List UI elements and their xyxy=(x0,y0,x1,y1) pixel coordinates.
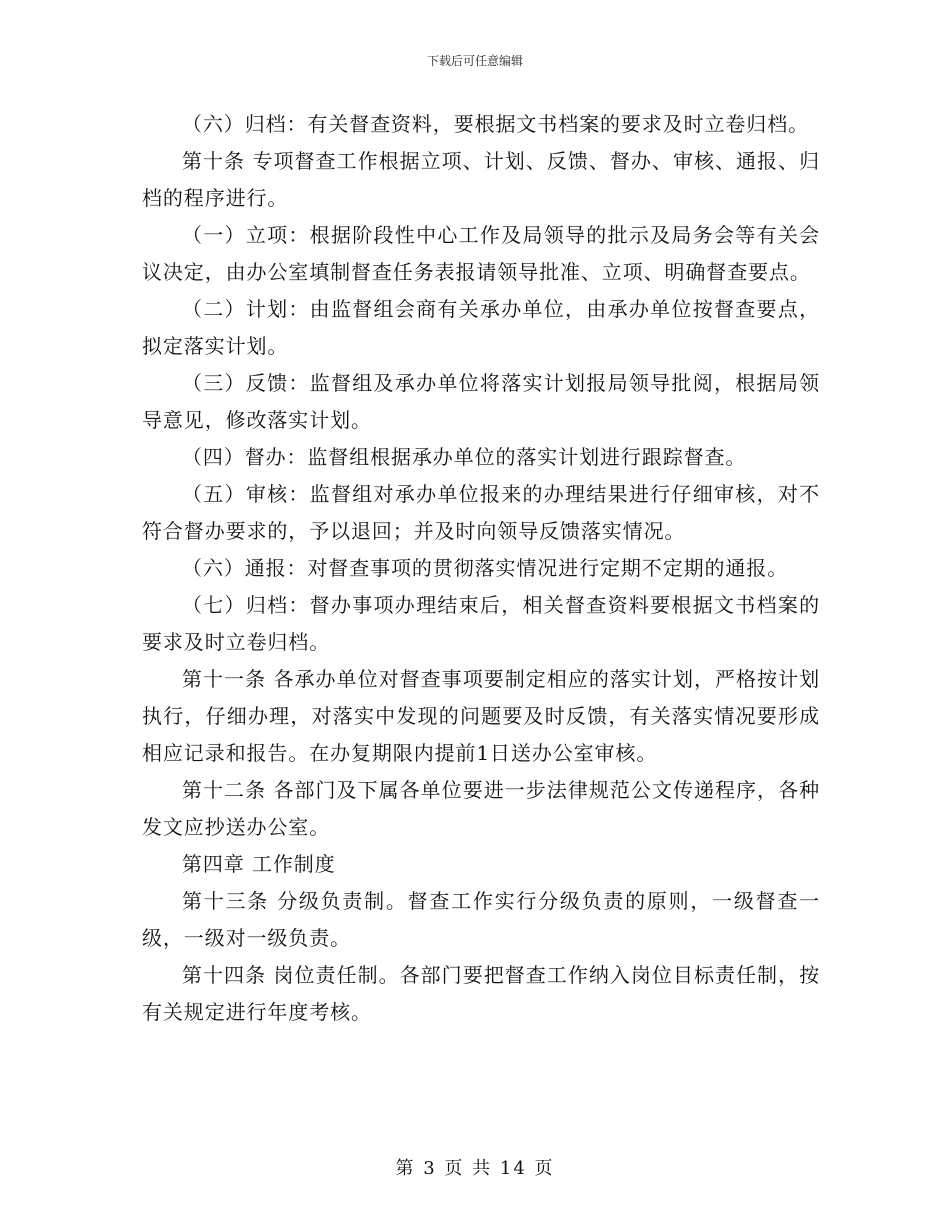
paragraph: （六）归档：有关督查资料，要根据文书档案的要求及时立卷归档。 xyxy=(182,112,809,136)
paragraph: （五）审核：监督组对承办单位报来的办理结果进行仔细审核，对不符合督办要求的，予以退回；并及时向领导反馈落实情况。 xyxy=(142,482,820,543)
paragraph: 第十二条 各部门及下属各单位要进一步法律规范公文传递程序，各种发文应抄送办公室。 xyxy=(142,778,820,839)
paragraph: 第十一条 各承办单位对督查事项要制定相应的落实计划，严格按计划执行，仔细办理，对落实中发现的问题要及时反馈，有关落实情况要形成相应记录和报告。在办复期限内提前1日送办公室审核。 xyxy=(142,667,820,765)
paragraph: （二）计划：由监督组会商有关承办单位，由承办单位按督查要点，拟定落实计划。 xyxy=(142,297,820,358)
footer-page-number: 3 xyxy=(423,1158,437,1179)
footer-prefix: 第 xyxy=(395,1158,416,1179)
paragraph: （四）督办：监督组根据承办单位的落实计划进行跟踪督查。 xyxy=(182,445,747,469)
chapter-heading: 第四章 工作制度 xyxy=(182,852,336,876)
paragraph: 第十三条 分级负责制。督查工作实行分级负责的原则，一级督查一级，一级对一级负责。 xyxy=(142,889,820,950)
paragraph: 第十条 专项督查工作根据立项、计划、反馈、督办、审核、通报、归档的程序进行。 xyxy=(142,149,820,210)
footer-suffix: 页 xyxy=(534,1158,555,1179)
paragraph: （一）立项：根据阶段性中心工作及局领导的批示及局务会等有关会议决定，由办公室填制督查任务表报请领导批准、立项、明确督查要点。 xyxy=(142,223,820,284)
footer-middle: 页 共 xyxy=(444,1158,493,1179)
paragraph: 第十四条 岗位责任制。各部门要把督查工作纳入岗位目标责任制，按有关规定进行年度考核。 xyxy=(142,963,820,1024)
paragraph: （三）反馈：监督组及承办单位将落实计划报局领导批阅，根据局领导意见，修改落实计划。 xyxy=(142,371,820,432)
document-body xyxy=(142,106,820,1031)
page-footer xyxy=(0,1154,950,1180)
paragraph: （七）归档：督办事项办理结束后，相关督查资料要根据文书档案的要求及时立卷归档。 xyxy=(142,593,820,654)
footer-total-pages: 14 xyxy=(499,1158,527,1179)
paragraph: （六）通报：对督查事项的贯彻落实情况进行定期不定期的通报。 xyxy=(182,556,789,580)
header-note: 下载后可任意编辑 xyxy=(426,54,523,68)
